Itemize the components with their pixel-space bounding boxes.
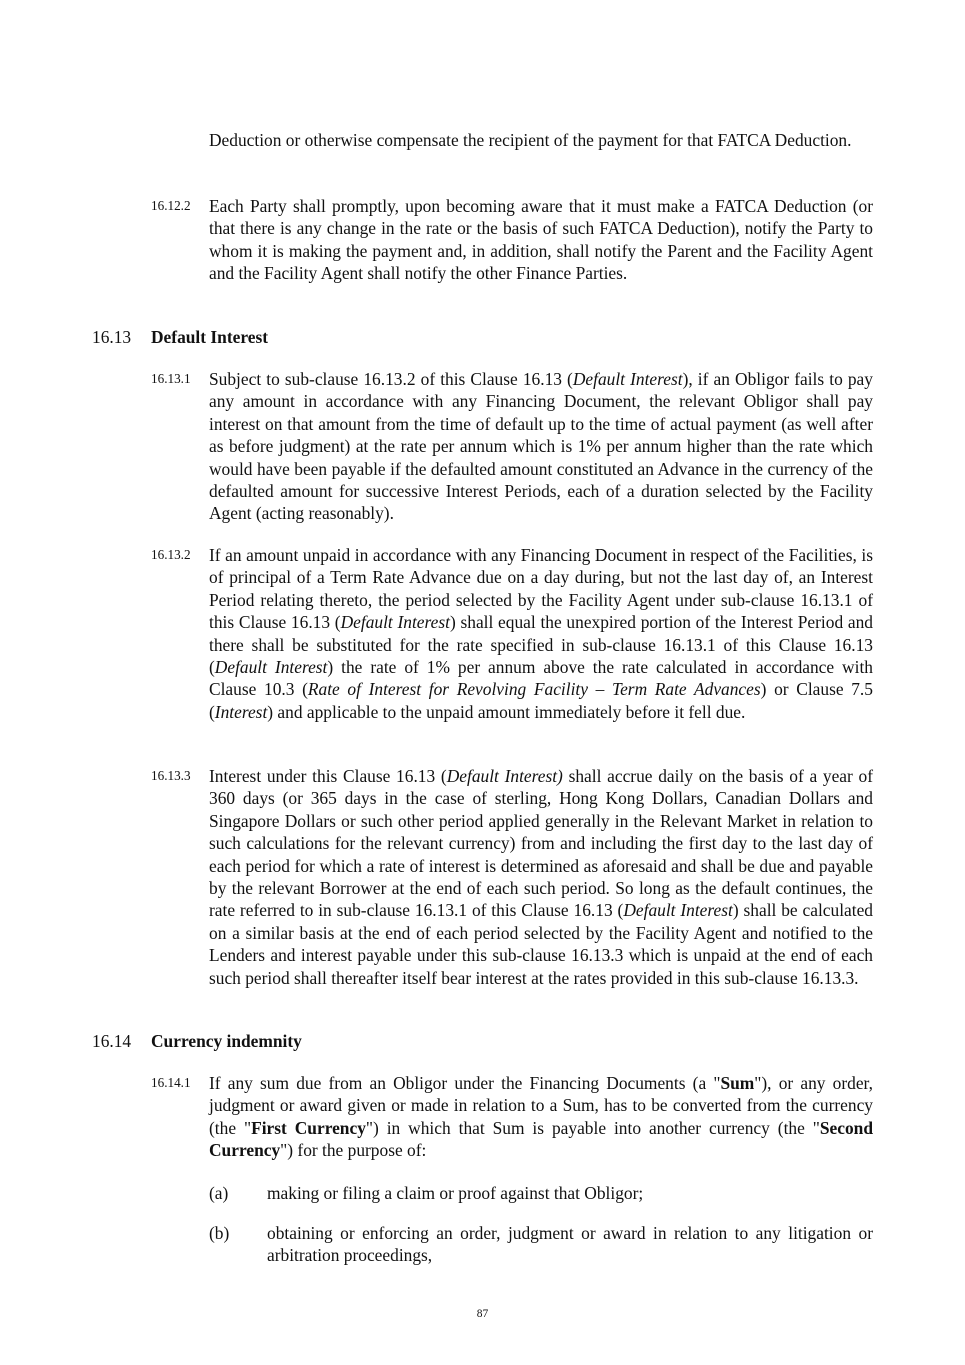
- list-item: obtaining or enforcing an order, judgment or award in relation to any litigation or arbitration proceedings,: [267, 1223, 873, 1266]
- clause-number-16-14-1: 16.14.1: [151, 1075, 191, 1090]
- continuation-paragraph: Deduction or otherwise compensate the recipient of the payment for that FATCA Deduction.: [209, 130, 852, 150]
- section-number-16-14: 16.14: [92, 1031, 132, 1051]
- clause-16-12-2-text: Each Party shall promptly, upon becoming aware that it must make a FATCA Deduction (or that there is any change in the rate or the basis of such FATCA Deduction), notify the Party to whom it is making the payment and, in addition, shall notify the Parent and the Facility Agent and the Facility Agent shall notify the other Finance Parties.: [209, 196, 873, 284]
- clause-16-13-3-text: Interest under this Clause 16.13 (Default Interest) shall accrue daily on the basis of a year of 360 days (or 365 days in the case of sterling, Hong Kong Dollars, Canadian Dollars and Singapore Dollars or such other period applied generally in the Relevant Market in relation to such calculations for the relevant currency) from and including the first day to the last day of each period for which a rate of interest is determined as aforesaid and shall be due and payable by the relevant Borrower at the end of each such period. So long as the default continues, the rate referred to in sub-clause 16.13.1 of this Clause 16.13 (Default Interest) shall be calculated on a similar basis at the end of each period selected by the Facility Agent and notified to the Lenders and interest payable under this sub-clause 16.13.3 which is unpaid at the end of each such period shall thereafter itself bear interest at the rates provided in this sub-clause 16.13.3.: [209, 766, 874, 988]
- clause-number-16-13-1: 16.13.1: [151, 371, 191, 386]
- page-number: 87: [476, 1308, 489, 1320]
- section-number-16-13: 16.13: [92, 327, 132, 347]
- clause-16-13-1-text: Subject to sub-clause 16.13.2 of this Clause 16.13 (Default Interest), if an Obligor fails to pay any amount in accordance with any Financing Document, the relevant Obligor shall pay interest on that amount from the time of default up to the time of actual payment (as well after as before judgment) at the rate per annum which is 1% per annum higher than the rate which would have been payable if the defaulted amount constituted an Advance in the currency of the defaulted amount for successive Interest Periods, each of a duration selected by the Facility Agent (acting reasonably).: [209, 369, 873, 524]
- section-title-default-interest: Default Interest: [151, 327, 269, 347]
- section-title-currency-indemnity: Currency indemnity: [151, 1031, 302, 1051]
- list-item-label: (a): [209, 1183, 229, 1203]
- clause-16-14-1-text: If any sum due from an Obligor under the Financing Documents (a "Sum"), or any order, judgment or award given or made in relation to a Sum, has to be converted from the currency (the "First Currency") in which that Sum is payable into another currency (the "Second Currency") for the purpose of:: [209, 1073, 873, 1161]
- clause-number-16-13-3: 16.13.3: [151, 768, 191, 783]
- list-item-label: (b): [209, 1223, 230, 1243]
- list-item: making or filing a claim or proof against that Obligor;: [267, 1183, 644, 1203]
- clause-number-16-12-2: 16.12.2: [151, 198, 191, 213]
- clause-16-13-2-text: If an amount unpaid in accordance with any Financing Document in respect of the Facilities, is of principal of a Term Rate Advance due on a day during, but not the last day of, an Interest Period relating thereto, the period selected by the Facility Agent under sub-clause 16.13.1 of this Clause 16.13 (Default Interest) shall equal the unexpired portion of the Interest Period and there shall be substituted for the rate specified in sub-clause 16.13.1 of this Clause 16.13 (Default Interest) the rate of 1% per annum above the rate calculated in accordance with Clause 10.3 (Rate of Interest for Revolving Facility – Term Rate Advances) or Clause 7.5 (Interest) and applicable to the unpaid amount immediately before it fell due.: [209, 545, 873, 722]
- clause-number-16-13-2: 16.13.2: [151, 547, 191, 562]
